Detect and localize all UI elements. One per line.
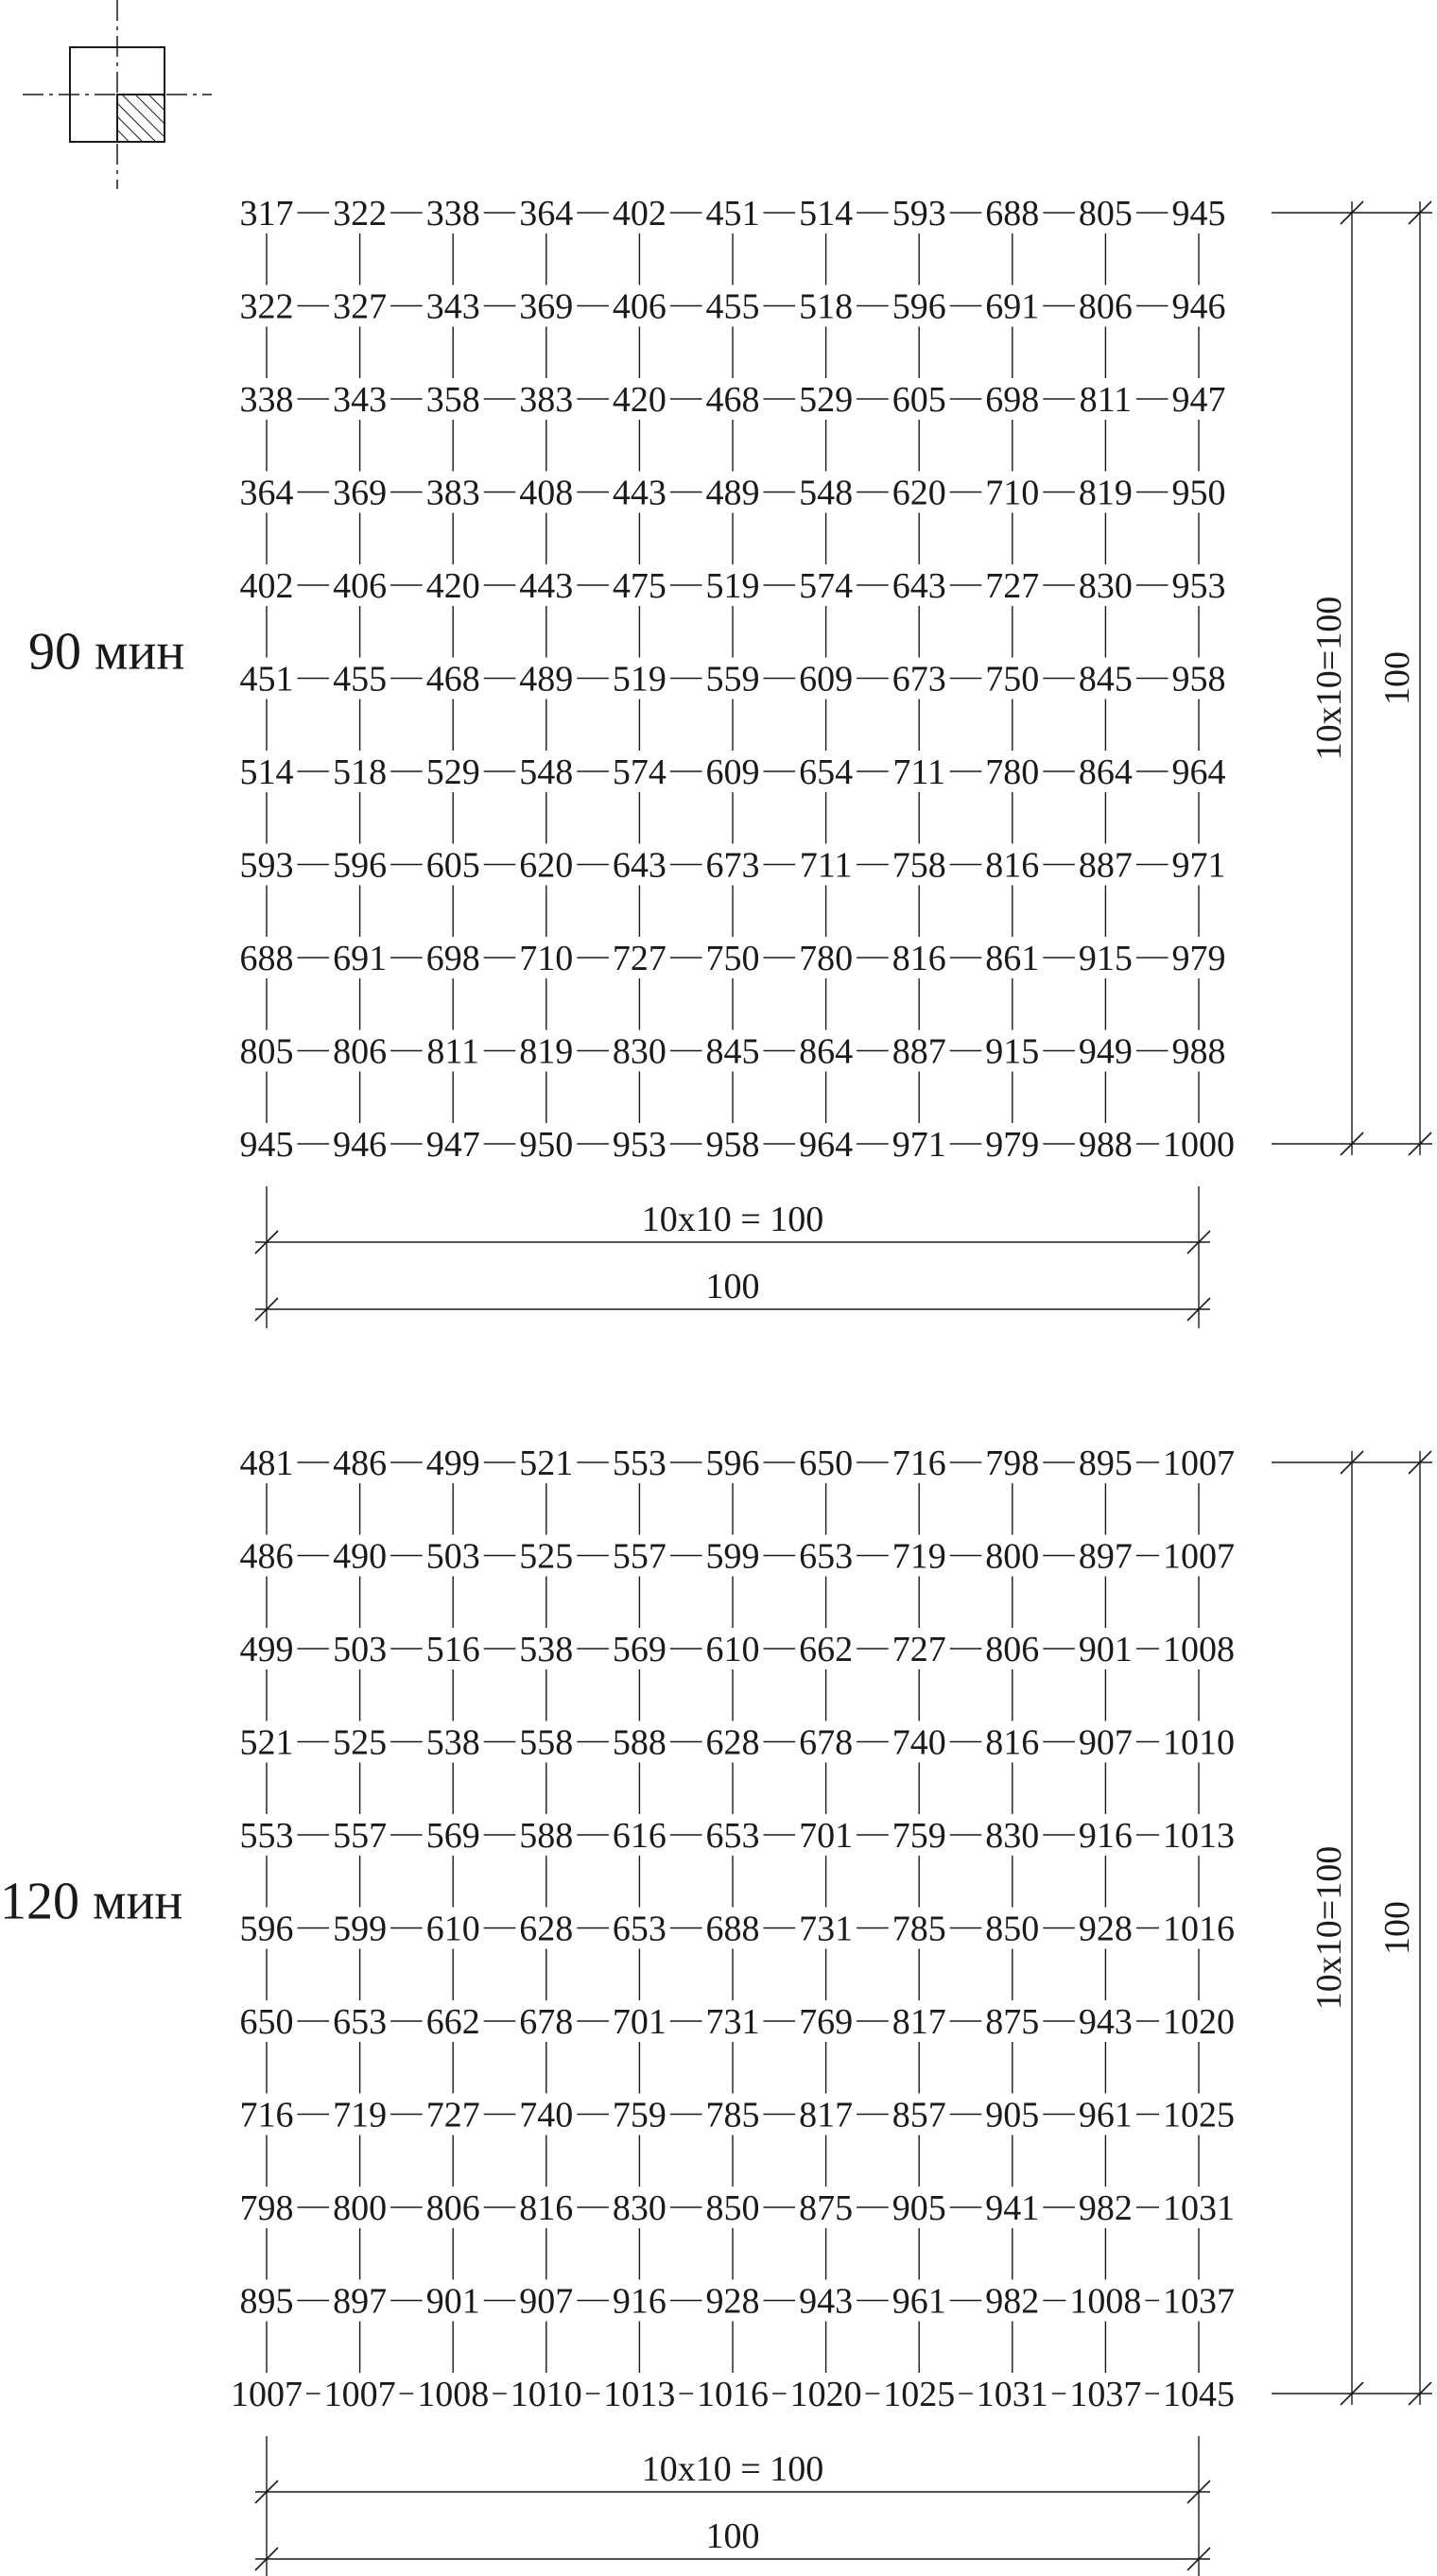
panel-label: 90 мин: [28, 622, 185, 682]
grid-value: 1020: [789, 2375, 862, 2414]
grid-value: 338: [239, 380, 294, 420]
grid-value: 553: [239, 1816, 294, 1856]
grid-value: 1008: [1163, 1630, 1235, 1669]
grid-value: 650: [239, 2002, 294, 2042]
grid-value: 964: [799, 1125, 854, 1165]
grid-value: 408: [519, 473, 574, 513]
grid-value: 489: [519, 659, 574, 700]
grid-value: 727: [612, 939, 667, 978]
grid-value: 678: [519, 2002, 574, 2042]
grid-value: 1025: [1163, 2095, 1235, 2135]
grid-value: 402: [239, 566, 294, 606]
side-dimensions: [1272, 201, 1432, 1155]
grid-value: 905: [985, 2095, 1040, 2135]
grid-value: 1000: [1163, 1125, 1235, 1165]
grid-value: 785: [705, 2095, 760, 2135]
grid-value: 857: [892, 2095, 946, 2135]
grid-value: 1007: [323, 2375, 396, 2414]
grid-value: 593: [892, 194, 946, 233]
grid-value: 943: [1078, 2002, 1133, 2042]
grid-value: 928: [1078, 1909, 1133, 1949]
grid-value: 1013: [603, 2375, 676, 2414]
grid-value: 481: [239, 1444, 294, 1483]
grid-value: 1013: [1163, 1816, 1235, 1856]
grid-value: 798: [985, 1444, 1040, 1483]
grid-value: 759: [612, 2095, 667, 2135]
grid-value: 845: [1078, 659, 1133, 700]
grid-value: 875: [985, 2002, 1040, 2042]
grid-value: 780: [799, 939, 854, 978]
grid-value: 628: [519, 1909, 574, 1949]
grid-value: 1037: [1069, 2375, 1142, 2414]
grid-value: 364: [519, 194, 574, 233]
grid-value: 529: [425, 752, 480, 792]
grid-value: 406: [612, 286, 667, 327]
grid-value: 806: [425, 2188, 480, 2228]
grid-value: 475: [612, 566, 667, 606]
grid-value: 538: [425, 1722, 480, 1763]
grid-value: 988: [1171, 1031, 1226, 1072]
grid-value: 548: [799, 473, 854, 513]
dimension-label: 10x10 = 100: [641, 1200, 824, 1239]
grid-value: 455: [705, 286, 760, 327]
grid-value: 850: [985, 1909, 1040, 1949]
grid-value: 830: [1078, 566, 1133, 606]
grid-value: 420: [425, 566, 480, 606]
grid-value: 643: [612, 845, 667, 886]
grid-value: 1031: [1163, 2188, 1235, 2228]
grid-value: 653: [612, 1909, 667, 1949]
grid-value: 819: [519, 1031, 574, 1072]
grid-value: 593: [239, 845, 294, 886]
grid-value: 953: [1171, 566, 1226, 606]
grid-value: 322: [333, 194, 388, 233]
side-dimensions: [1272, 1451, 1432, 2405]
grid-value: 521: [519, 1444, 574, 1483]
grid-value: 780: [985, 752, 1040, 792]
grid-value: 907: [1078, 1722, 1133, 1763]
grid-value: 609: [705, 752, 760, 792]
grid-value: 678: [799, 1722, 854, 1763]
grid-value: 620: [892, 473, 946, 513]
grid-value: 610: [425, 1909, 480, 1949]
grid-value: 548: [519, 752, 574, 792]
grid-value: 525: [333, 1722, 388, 1763]
grid-value: 850: [705, 2188, 760, 2228]
grid-value: 1031: [976, 2375, 1048, 2414]
grid-value: 529: [799, 380, 854, 420]
grid-value: 864: [799, 1031, 854, 1072]
grid-value: 727: [892, 1630, 946, 1669]
grid-value: 949: [1078, 1031, 1133, 1072]
grid-value: 916: [1078, 1816, 1133, 1856]
panels: [0, 192, 1432, 2576]
grid-value: 455: [333, 659, 388, 700]
grid-value: 443: [612, 473, 667, 513]
grid-value: 897: [333, 2281, 388, 2322]
grid-value: 514: [239, 752, 294, 792]
grid-value: 701: [799, 1816, 854, 1856]
grid-value: 673: [705, 845, 760, 886]
grid-value: 806: [1078, 286, 1133, 327]
grid-value: 521: [239, 1722, 294, 1763]
grid-value: 901: [425, 2281, 480, 2322]
grid-value: 1020: [1163, 2002, 1235, 2042]
grid-value: 750: [985, 659, 1040, 700]
grid-value: 945: [1171, 194, 1226, 233]
grid-value: 816: [985, 845, 1040, 886]
grid-value: 518: [333, 752, 388, 792]
grid-value: 915: [1078, 939, 1133, 978]
grid-value: 673: [892, 659, 946, 700]
grid-value: 907: [519, 2281, 574, 2322]
grid-value: 643: [892, 566, 946, 606]
grid-value: 947: [425, 1125, 480, 1165]
grid-value: 982: [985, 2281, 1040, 2322]
grid-value: 588: [519, 1816, 574, 1856]
grid-value: 596: [892, 286, 946, 327]
grid-value: 557: [612, 1536, 667, 1577]
grid-value: 420: [612, 380, 667, 420]
grid-value: 964: [1171, 752, 1226, 792]
grid-value: 343: [333, 380, 388, 420]
grid-value: 654: [799, 752, 854, 792]
grid-value: 961: [892, 2281, 946, 2322]
grid-value: 817: [892, 2002, 946, 2042]
grid-value: 519: [705, 566, 760, 606]
grid-value: 691: [333, 939, 388, 978]
grid-value: 785: [892, 1909, 946, 1949]
grid-value: 769: [799, 2002, 854, 2042]
grid-value: 343: [425, 286, 480, 327]
grid-value: 875: [799, 2188, 854, 2228]
grid-value: 905: [892, 2188, 946, 2228]
grid-value: 864: [1078, 752, 1133, 792]
grid-value: 662: [425, 2002, 480, 2042]
grid-value: 727: [425, 2095, 480, 2135]
grid-value: 901: [1078, 1630, 1133, 1669]
grid-value: 946: [333, 1125, 388, 1165]
grid-value: 499: [239, 1630, 294, 1669]
grid-value: 569: [612, 1630, 667, 1669]
grid-value: 830: [612, 2188, 667, 2228]
grid-value: 327: [333, 286, 388, 327]
grid-value: 688: [705, 1909, 760, 1949]
panel-1: [0, 1442, 1432, 2576]
grid-value: 1025: [883, 2375, 956, 2414]
grid-value: 895: [239, 2281, 294, 2322]
grid-value: 798: [239, 2188, 294, 2228]
grid-value: 816: [985, 1722, 1040, 1763]
grid-value: 887: [892, 1031, 946, 1072]
grid-value: 609: [799, 659, 854, 700]
grid-value: 358: [425, 380, 480, 420]
grid-value: 596: [333, 845, 388, 886]
grid-value: 805: [239, 1031, 294, 1072]
grid-value: 806: [333, 1031, 388, 1072]
dimension-label: 100: [705, 1267, 760, 1306]
grid-value: 731: [705, 2002, 760, 2042]
grid-value: 711: [892, 752, 945, 792]
grid-value: 574: [612, 752, 667, 792]
grid-value: 711: [799, 845, 853, 886]
grid-value: 1037: [1163, 2281, 1235, 2322]
grid-value: 514: [799, 194, 854, 233]
quarter-section-hatch-icon: [23, 0, 212, 189]
grid-value: 916: [612, 2281, 667, 2322]
grid-value: 943: [799, 2281, 854, 2322]
grid-value: 620: [519, 845, 574, 886]
grid-value: 489: [705, 473, 760, 513]
grid-value: 1016: [1163, 1909, 1235, 1949]
dimension-label: 10x10=100: [1309, 1845, 1349, 2011]
grid-value: 719: [333, 2095, 388, 2135]
grid-value: 559: [705, 659, 760, 700]
grid-value: 553: [612, 1444, 667, 1483]
grid-value: 979: [1171, 939, 1226, 978]
grid-value: 616: [612, 1816, 667, 1856]
grid-value: 628: [705, 1722, 760, 1763]
grid-value: 941: [985, 2188, 1040, 2228]
grid-value: 811: [1079, 380, 1133, 420]
grid-value: 486: [333, 1444, 388, 1483]
grid-value: 468: [705, 380, 760, 420]
grid-value: 406: [333, 566, 388, 606]
grid-value: 653: [705, 1816, 760, 1856]
grid-value: 947: [1171, 380, 1226, 420]
grid-value: 928: [705, 2281, 760, 2322]
grid-value: 698: [985, 380, 1040, 420]
grid-value: 950: [1171, 473, 1226, 513]
grid-value: 610: [705, 1630, 760, 1669]
dimension-label: 100: [1377, 651, 1417, 705]
grid-value: 503: [333, 1630, 388, 1669]
grid-value: 596: [705, 1444, 760, 1483]
grid-value: 688: [985, 194, 1040, 233]
grid-value: 1007: [231, 2375, 303, 2414]
grid-value: 1045: [1163, 2375, 1235, 2414]
grid-value: 569: [425, 1816, 480, 1856]
grid-value: 451: [705, 194, 760, 233]
grid-value: 982: [1078, 2188, 1133, 2228]
grid-value: 811: [426, 1031, 479, 1072]
grid-value: 988: [1078, 1125, 1133, 1165]
grid-value: 897: [1078, 1536, 1133, 1577]
grid-value: 845: [705, 1031, 760, 1072]
grid-value: 946: [1171, 286, 1226, 327]
grid-value: 468: [425, 659, 480, 700]
grid-value: 518: [799, 286, 854, 327]
grid-value: 816: [519, 2188, 574, 2228]
grid-value: 599: [333, 1909, 388, 1949]
grid-value: 588: [612, 1722, 667, 1763]
grid-value: 503: [425, 1536, 480, 1577]
grid-value: 710: [519, 939, 574, 978]
grid-value: 800: [985, 1536, 1040, 1577]
grid-value: 1010: [1163, 1722, 1235, 1763]
grid-value: 979: [985, 1125, 1040, 1165]
grid-value: 716: [239, 2095, 294, 2135]
grid-value: 740: [519, 2095, 574, 2135]
panel-label: 120 мин: [0, 1872, 183, 1931]
grid-value: 650: [799, 1444, 854, 1483]
grid-value: 895: [1078, 1444, 1133, 1483]
grid-value: 525: [519, 1536, 574, 1577]
grid-value: 750: [705, 939, 760, 978]
grid-value: 486: [239, 1536, 294, 1577]
bottom-dimensions: [255, 2436, 1210, 2576]
grid-value: 950: [519, 1125, 574, 1165]
grid-value: 1008: [1069, 2281, 1142, 2322]
grid-value: 558: [519, 1722, 574, 1763]
grid-value: 861: [985, 939, 1040, 978]
grid-value: 519: [612, 659, 667, 700]
grid-value: 688: [239, 939, 294, 978]
grid-value: 499: [425, 1444, 480, 1483]
grid-value: 383: [519, 380, 574, 420]
grid-value: 364: [239, 473, 294, 513]
grid-value: 653: [799, 1536, 854, 1577]
grid-value: 701: [612, 2002, 667, 2042]
grid-value: 953: [612, 1125, 667, 1165]
grid-value: 653: [333, 2002, 388, 2042]
grid-value: 1010: [510, 2375, 582, 2414]
grid-value: 915: [985, 1031, 1040, 1072]
grid-value: 759: [892, 1816, 946, 1856]
dimension-label: 10x10=100: [1309, 596, 1349, 761]
grid-value: 369: [333, 473, 388, 513]
grid-value: 958: [705, 1125, 760, 1165]
grid-value: 1007: [1163, 1444, 1235, 1483]
grid-value: 817: [799, 2095, 854, 2135]
grid-value: 490: [333, 1536, 388, 1577]
grid-value: 961: [1078, 2095, 1133, 2135]
grid-value: 369: [519, 286, 574, 327]
grid-value: 887: [1078, 845, 1133, 886]
grid-value: 557: [333, 1816, 388, 1856]
grid-value: 710: [985, 473, 1040, 513]
bottom-dimensions: [255, 1186, 1210, 1328]
grid-value: 800: [333, 2188, 388, 2228]
grid-value: 605: [892, 380, 946, 420]
grid-value: 945: [239, 1125, 294, 1165]
grid-value: 958: [1171, 659, 1226, 700]
grid-value: 727: [985, 566, 1040, 606]
grid-value: 338: [425, 194, 480, 233]
grid-value: 819: [1078, 473, 1133, 513]
grid-value: 740: [892, 1722, 946, 1763]
grid-value: 574: [799, 566, 854, 606]
grid-value: 516: [425, 1630, 480, 1669]
grid-value: 691: [985, 286, 1040, 327]
grid-value: 806: [985, 1630, 1040, 1669]
grid-value: 719: [892, 1536, 946, 1577]
dimension-label: 10x10 = 100: [641, 2449, 824, 2489]
grid-value: 596: [239, 1909, 294, 1949]
grid-value: 971: [892, 1125, 946, 1165]
grid-value: 322: [239, 286, 294, 327]
grid-value: 383: [425, 473, 480, 513]
dimension-label: 100: [705, 2516, 760, 2556]
grid-value: 1007: [1163, 1536, 1235, 1577]
grid-value: 538: [519, 1630, 574, 1669]
grid-value: 605: [425, 845, 480, 886]
grid-value: 402: [612, 194, 667, 233]
grid-value: 830: [985, 1816, 1040, 1856]
grid-value: 662: [799, 1630, 854, 1669]
grid-value: 805: [1078, 194, 1133, 233]
panel-0: [28, 192, 1432, 1328]
grid-value: 830: [612, 1031, 667, 1072]
grid-value: 698: [425, 939, 480, 978]
dimension-label: 100: [1377, 1901, 1417, 1955]
grid-value: 451: [239, 659, 294, 700]
grid-value: 971: [1171, 845, 1226, 886]
grid-value: 758: [892, 845, 946, 886]
grid-value: 731: [799, 1909, 854, 1949]
grid-value: 443: [519, 566, 574, 606]
grid-value: 599: [705, 1536, 760, 1577]
grid-value: 816: [892, 939, 946, 978]
grid-value: 1008: [417, 2375, 490, 2414]
grid-value: 1016: [697, 2375, 769, 2414]
grid-value: 716: [892, 1444, 946, 1483]
grid-value: 317: [239, 194, 294, 233]
